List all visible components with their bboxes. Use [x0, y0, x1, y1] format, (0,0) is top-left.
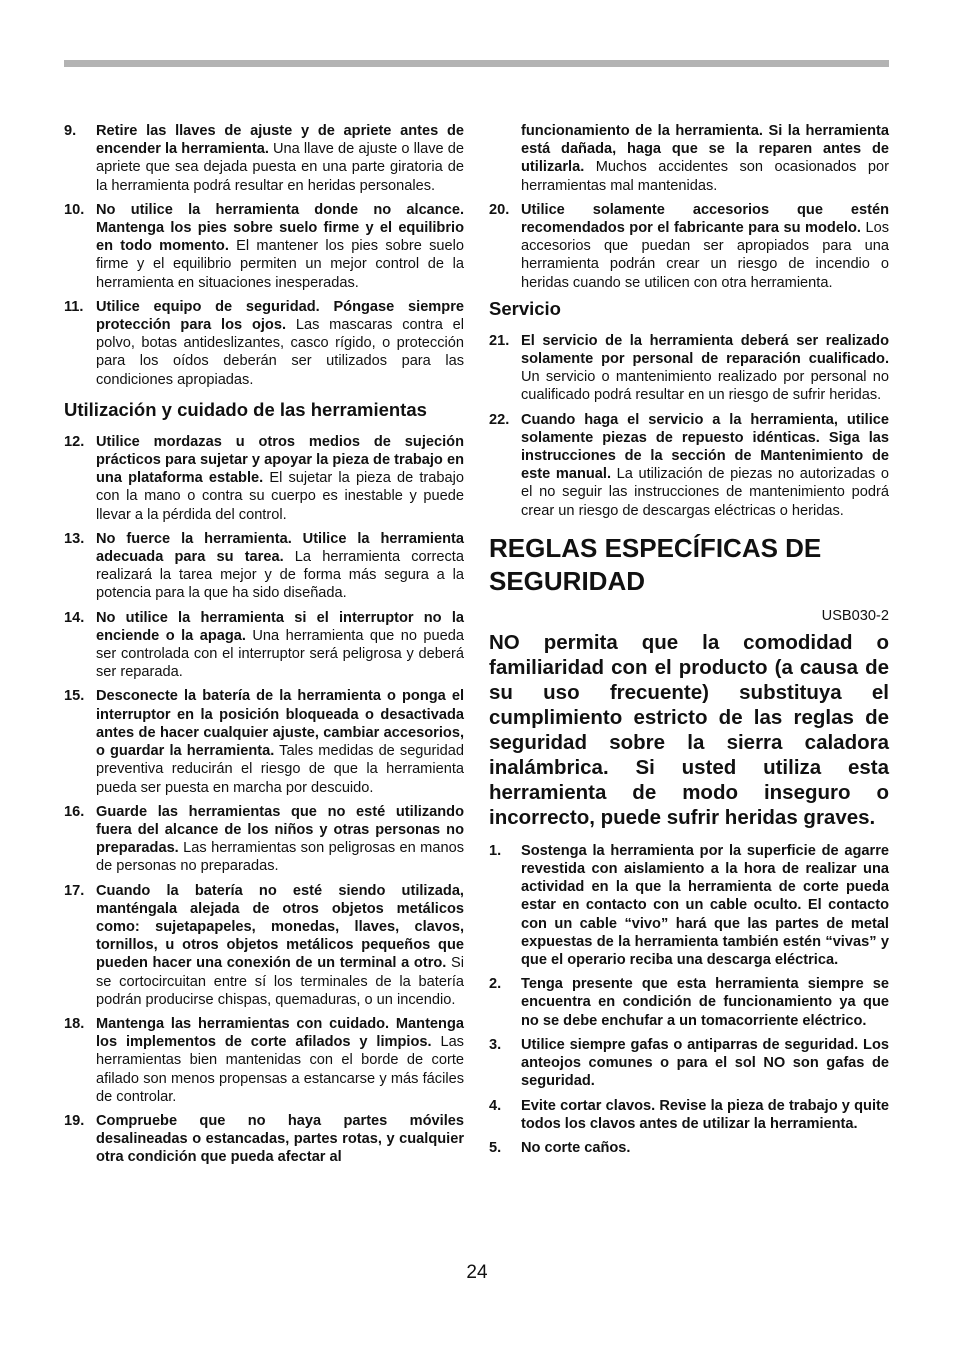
item-bold-text: No fuerce la herramienta. Utilice la herramienta adecuada para su tarea.: [96, 530, 464, 566]
item-bold-text: Utilice mordazas u otros medios de sujeción prácticos para sujetar y apoyar la pieza de trabajo en una plataforma estable.: [96, 433, 464, 487]
item-bold-text: Utilice solamente accesorios que estén recomendados por el fabricante para su modelo.: [521, 201, 889, 237]
item-number: 13.: [64, 530, 85, 547]
item-bold-text: funcionamiento de la herramienta. Si la herramienta está dañada, haga que se la reparen antes de utilizarla.: [521, 123, 889, 176]
safety-rules-list: [489, 842, 889, 1157]
page-number: 24: [466, 1262, 488, 1283]
item-number: 4.: [489, 1097, 502, 1114]
list-item: [489, 201, 889, 292]
item-number: 9.: [64, 123, 77, 139]
item-number: 15.: [64, 688, 85, 705]
item-bold-text: Cuando haga el servicio a la herramienta, utilice solamente piezas de repuesto idénticas. Siga las instrucciones de la sección de Mantenimiento de este manual.: [521, 411, 889, 483]
item-bold-text: Guarde las herramientas que no esté utilizando fuera del alcance de los niños y otras personas no preparadas.: [96, 803, 464, 857]
item-text: Los accesorios que puedan ser apropiados para una herramienta podrán crear un riesgo de incendio o heridas cuando se utilicen con otra herramienta.: [521, 220, 889, 291]
left-column: [64, 122, 464, 1173]
item-bold-text: No corte caños.: [521, 1139, 631, 1156]
list-item: [64, 1015, 464, 1106]
item-bold-text: Utilice equipo de seguridad. Póngase siempre protección para los ojos.: [96, 298, 464, 334]
page-title-line: SEGURIDAD: [489, 565, 646, 596]
list-item: [64, 433, 464, 524]
item-bold-text: Cuando la batería no esté siendo utilizada, manténgala alejada de otros objetos metálicos como: sujetapapeles, monedas, llaves, clavos, tornillos, u otros objetos metálicos pequeños que pueden hacer una conexión de un terminal a otro.: [96, 882, 464, 972]
item-number: 1.: [489, 842, 502, 859]
document-code: USB030-2: [821, 607, 889, 624]
item-number: 22.: [489, 411, 510, 428]
list-item: [64, 201, 464, 292]
item-number: 2.: [489, 976, 502, 993]
item-bold-text: No utilice la herramienta si el interruptor no la enciende o la apaga.: [96, 609, 464, 644]
page-title: [489, 532, 889, 598]
right-column: [489, 122, 889, 1163]
header-rule: [64, 60, 889, 67]
list-item: [489, 842, 889, 969]
list-item: [64, 298, 464, 389]
list-item: [489, 1097, 889, 1133]
safety-warning: NO permita que la comodidad o familiaridad con el producto (a causa de su uso frecuente) substituya el cumplimiento estricto de las reglas de seguridad sobre la sierra caladora inalámbrica. Si usted utiliza esta herramienta de modo inseguro o incorrecto, puede sufrir heridas graves.: [489, 630, 889, 829]
item-text: Un servicio o mantenimiento realizado por personal no cualificado podrá resultar en un riesgo de sufrir heridas.: [521, 369, 889, 404]
list-item: [64, 530, 464, 603]
page-title-line: REGLAS ESPECÍFICAS DE: [489, 532, 822, 563]
item-bold-text: El servicio de la herramienta deberá ser realizado solamente por personal de reparación cualificado.: [521, 332, 889, 368]
item-number: 20.: [489, 201, 510, 218]
item-bold-text: Sostenga la herramienta por la superficie de agarre revestida con aislamiento a la hora de realizar una actividad en la que la herramienta de corte pueda estar en contacto con un cable oculto. El contacto con un cable “vivo” hará que las partes de metal expuestas de la herramienta también estén “vivas” y que el operario reciba una descarga eléctrica.: [521, 842, 889, 969]
item-bold-text: Tenga presente que esta herramienta siempre se encuentra en condición de funcionamiento ya que no se debe enchufar a un tomacorriente eléctrico.: [521, 976, 889, 1029]
list-item: [64, 803, 464, 876]
item-text: Una llave de ajuste o llave de apriete que sea dejada puesta en una parte giratoria de la herramienta podrá resultar en heridas personales.: [96, 141, 464, 194]
item-number: 18.: [64, 1015, 85, 1032]
list-item: [64, 609, 464, 682]
list-item: [489, 975, 889, 1030]
item-text: El sujetar la pieza de trabajo con la mano o contra su cuerpo es inestable y puede llevar a la pérdida del control.: [96, 470, 464, 523]
list-item: [489, 332, 889, 405]
item-number: 17.: [64, 882, 85, 899]
item-text: Si se cortocircuitan entre sí los terminales de la batería podrán producirse chispas, quemaduras, o un incendio.: [96, 955, 465, 1008]
item-text: Tales medidas de seguridad preventiva reducirán el riesgo de que la herramienta pueda ser puesta en marcha por descuido.: [96, 743, 464, 796]
item-bold-text: Retire las llaves de ajuste y de apriete antes de encender la herramienta.: [96, 123, 464, 158]
item-number: 16.: [64, 803, 85, 820]
item-text: Las mascaras contra el polvo, botas antideslizantes, casco rígido, o protección para los oídos deberán ser utilizados para las condiciones apropiadas.: [96, 317, 464, 388]
item-text: El mantener los pies sobre suelo firme y el equilibrio permiten un mejor control de la herramienta en situaciones inesperadas.: [96, 238, 464, 291]
item-number: 3.: [489, 1036, 502, 1053]
section-heading: Servicio: [489, 297, 561, 319]
section-heading: Utilización y cuidado de las herramientas: [64, 398, 427, 420]
list-item: [64, 882, 464, 1009]
item-bold-text: No utilice la herramienta donde no alcance. Mantenga los pies sobre suelo firme y el equilibrio en todo momento.: [96, 201, 464, 255]
item-text: Las herramientas son peligrosas en manos de personas no preparadas.: [96, 840, 464, 875]
item-number: 21.: [489, 332, 510, 349]
item-number: 5.: [489, 1139, 502, 1156]
item-text: La utilización de piezas no autorizadas o el no seguir las instrucciones de mantenimiento podrá crear un riesgo de descargas eléctricas o heridas.: [521, 466, 889, 519]
item-number: 12.: [64, 433, 85, 450]
item-number: 10.: [64, 201, 85, 218]
item-number: 14.: [64, 609, 85, 626]
item-text: La herramienta correcta realizará la tarea mejor y de forma más segura a la potencia para la que ha sido diseñada.: [96, 549, 464, 602]
item-bold-text: Compruebe que no haya partes móviles desalineadas o estancadas, partes rotas, y cualquier otra condición que pueda afectar al: [96, 1112, 464, 1166]
item-text: Muchos accidentes son ocasionados por herramientas mal mantenidas.: [521, 159, 889, 194]
item-bold-text: Evite cortar clavos. Revise la pieza de trabajo y quite todos los clavos antes de utilizar la herramienta.: [521, 1097, 889, 1132]
list-item: [64, 122, 464, 195]
item-text: Las herramientas bien mantenidas con el borde de corte afilado son menos propensas a estancarse y más fáciles de controlar.: [96, 1034, 464, 1105]
item-bold-text: Desconecte la batería de la herramienta o ponga el interruptor en la posición bloqueada o desactivada antes de hacer cualquier ajuste, cambiar accesorios, o guardar la herramienta.: [96, 688, 464, 760]
item-bold-text: Utilice siempre gafas o antiparras de seguridad. Los anteojos comunes o para el sol NO son gafas de seguridad.: [521, 1036, 889, 1090]
list-item: [489, 411, 889, 520]
list-item-continuation: [489, 122, 889, 195]
list-item: [489, 1036, 889, 1091]
list-item: [64, 1112, 464, 1167]
item-text: Una herramienta que no pueda ser controlada con el interruptor será peligrosa y deberá ser reparada.: [96, 627, 464, 681]
list-item: [489, 1139, 889, 1157]
item-number: 19.: [64, 1112, 85, 1129]
item-number: 11.: [64, 298, 84, 315]
list-item: [64, 687, 464, 796]
item-bold-text: Mantenga las herramientas con cuidado. Mantenga los implementos de corte afilados y limpios.: [96, 1015, 464, 1051]
